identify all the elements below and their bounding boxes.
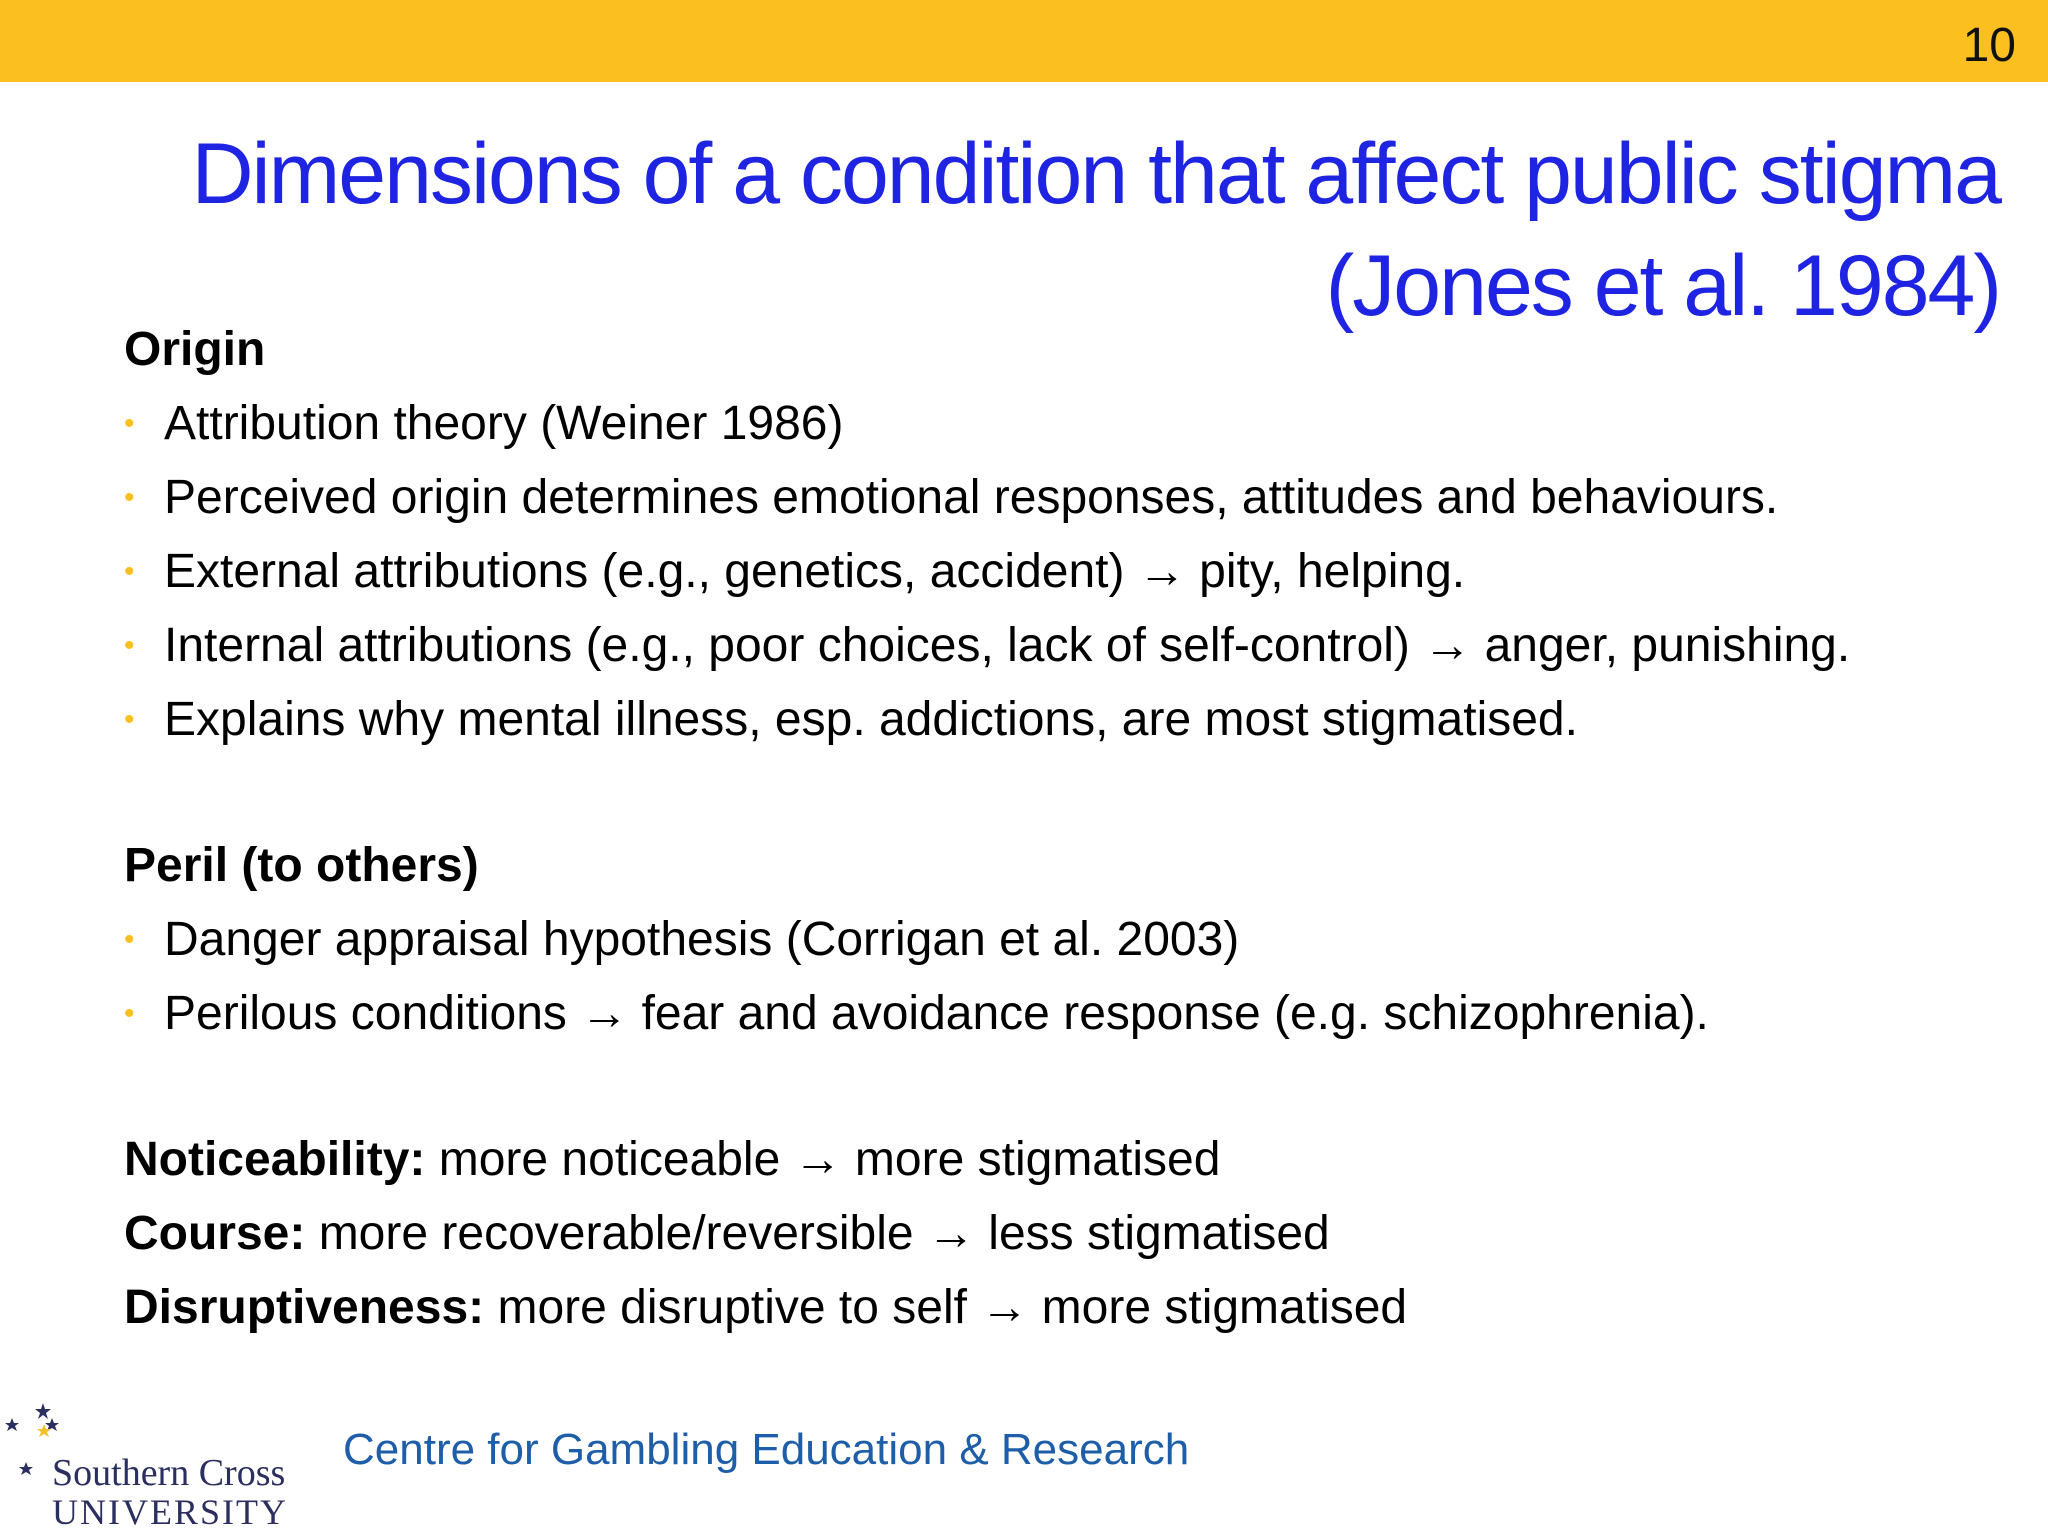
dimension-label: Disruptiveness: (124, 1281, 485, 1334)
logo-text-line2: UNIVERSITY (52, 1492, 288, 1532)
origin-heading: Origin (124, 323, 266, 376)
peril-heading: Peril (to others) (124, 839, 479, 892)
top-bar (0, 0, 2048, 82)
slide-title-line1: Dimensions of a condition that affect public stigma (191, 126, 2000, 222)
bullet-text: Explains why mental illness, esp. addictions, are most stigmatised. (164, 693, 1578, 746)
origin-bullet-list (124, 387, 2004, 757)
bullet-dot-icon: • (124, 703, 135, 736)
bullet-text: Internal attributions (e.g., poor choices, lack of self-control) → anger, punishing. (164, 619, 1851, 672)
spacer (124, 757, 2004, 829)
dimension-label: Course: (124, 1207, 306, 1260)
bullet-text: External attributions (e.g., genetics, accident) → pity, helping. (164, 545, 1466, 598)
slide-content (124, 313, 2004, 1345)
bullet-text: Perilous conditions → fear and avoidance response (e.g. schizophrenia). (164, 987, 1709, 1040)
bullet-text: Danger appraisal hypothesis (Corrigan et al. 2003) (164, 913, 1240, 966)
slide-title (122, 118, 2000, 342)
bullet-dot-icon: • (124, 555, 135, 588)
spacer (124, 1051, 2004, 1123)
list-item (124, 461, 2004, 535)
university-logo (0, 1398, 330, 1536)
list-item (124, 683, 2004, 757)
dimension-label: Noticeability: (124, 1133, 426, 1186)
bullet-dot-icon: • (124, 923, 135, 956)
list-item (124, 977, 2004, 1051)
logo-text-line1: Southern Cross (52, 1452, 286, 1494)
disruptiveness-row (124, 1271, 2004, 1345)
noticeability-row (124, 1123, 2004, 1197)
list-item (124, 387, 2004, 461)
centre-name: Centre for Gambling Education & Research (343, 1425, 1190, 1474)
list-item (124, 609, 2004, 683)
course-row (124, 1197, 2004, 1271)
dimension-text: more disruptive to self → more stigmatised (484, 1281, 1408, 1334)
list-item (124, 535, 2004, 609)
bullet-dot-icon: • (124, 997, 135, 1030)
bullet-dot-icon: • (124, 407, 135, 440)
bullet-text: Attribution theory (Weiner 1986) (164, 397, 844, 450)
bullet-dot-icon: • (124, 629, 135, 662)
dimension-text: more noticeable → more stigmatised (425, 1133, 1221, 1186)
slide-number: 10 (1962, 19, 2016, 72)
list-item (124, 903, 2004, 977)
dimension-text: more recoverable/reversible → less stigmatised (305, 1207, 1330, 1260)
bullet-dot-icon: • (124, 481, 135, 514)
peril-bullet-list (124, 903, 2004, 1051)
slide-title-line2: (Jones et al. 1984) (1325, 238, 2000, 334)
bullet-text: Perceived origin determines emotional responses, attitudes and behaviours. (164, 471, 1779, 524)
